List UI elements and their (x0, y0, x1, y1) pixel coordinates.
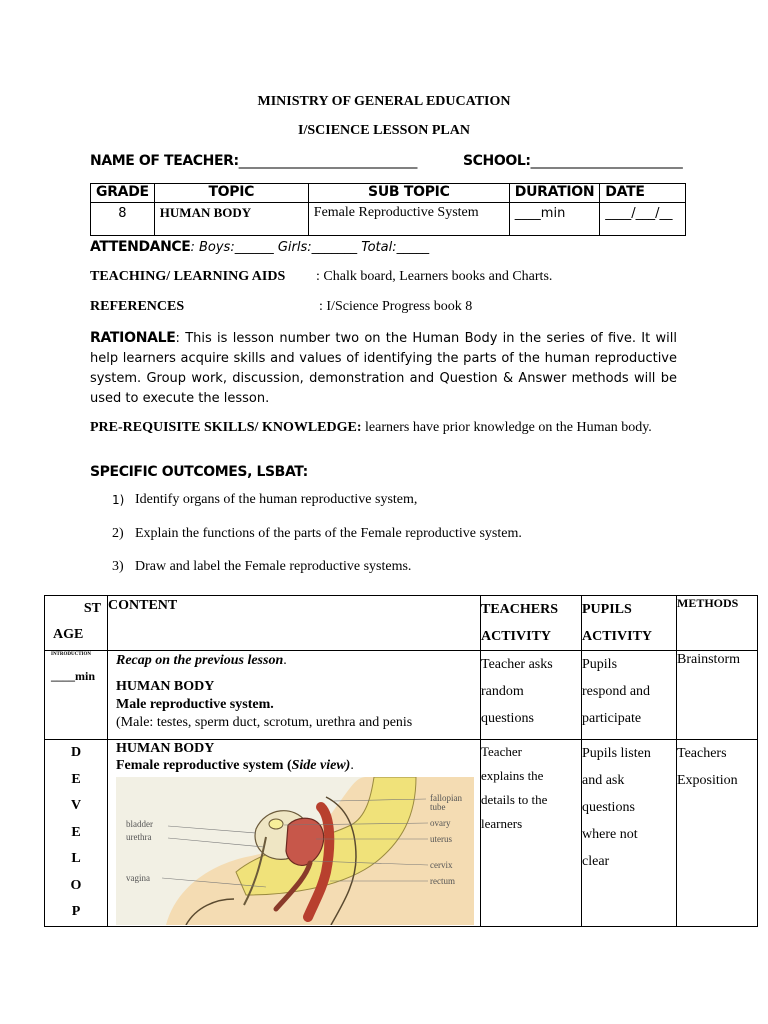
stage-letter: D (70, 745, 82, 760)
ovary-shape (269, 819, 283, 829)
stage-letter: E (71, 771, 81, 787)
intro-method-cell (677, 651, 758, 740)
pupils-activity-header (582, 596, 677, 651)
development-pupils-cell (582, 740, 677, 927)
stage-header (45, 596, 108, 651)
stage-letter: P (71, 904, 81, 919)
info-header-subtopic: SUB TOPIC (308, 184, 509, 203)
intro-teacher-cell (481, 651, 582, 740)
rationale-label: RATIONALE (90, 330, 176, 346)
label-uterus: uterus (430, 834, 452, 844)
intro-detail: (Male: testes, sperm duct, scrotum, urethra and penis (116, 715, 413, 730)
development-content-cell (108, 740, 481, 927)
development-subtitle-end: . (350, 758, 354, 773)
content-header-label: CONTENT (108, 598, 178, 613)
development-subtitle-text: Female reproductive system ( (116, 758, 292, 773)
development-stage-cell (45, 740, 108, 927)
info-value-row (91, 203, 686, 236)
development-method-line: Exposition (677, 773, 738, 788)
intro-stage-label: INTRODUCTION (51, 652, 92, 657)
attendance-label: ATTENDANCE (90, 239, 191, 255)
stage-letter: O (70, 877, 82, 893)
label-fallopian: fallopian (430, 793, 462, 803)
intro-pupils-cell (582, 651, 677, 740)
outcome-number: 2) (112, 525, 124, 541)
info-header-grade: GRADE (91, 184, 155, 203)
outcome-item (90, 559, 522, 593)
development-method-line: Teachers (677, 746, 727, 761)
teaching-aids-line (90, 269, 285, 285)
development-row (45, 740, 758, 927)
intro-stage-cell (45, 651, 108, 740)
development-subtitle (116, 757, 480, 775)
outcome-text: Explain the functions of the parts of the Female reproductive system. (135, 525, 522, 541)
intro-recap (116, 652, 480, 670)
label-vagina: vagina (126, 873, 150, 883)
prerequisite-paragraph (90, 418, 677, 437)
label-tube: tube (430, 802, 446, 812)
prerequisite-label: PRE-REQUISITE SKILLS/ KNOWLEDGE: (90, 420, 362, 435)
development-title: HUMAN BODY (116, 741, 215, 756)
intro-teacher-line: Teacher asks (481, 657, 553, 672)
attendance-fields: : Boys:______ Girls:_______ Total:_____ (190, 240, 430, 255)
female-reproductive-diagram (116, 777, 474, 925)
stage-letter: V (70, 798, 82, 813)
intro-subtitle: Male reproductive system. (116, 697, 274, 712)
duration-value: ____min (509, 203, 600, 236)
development-pupils-line: and ask (582, 773, 625, 788)
info-header-topic: TOPIC (154, 184, 308, 203)
intro-method: Brainstorm (677, 652, 740, 667)
label-cervix: cervix (430, 860, 453, 870)
school-label: SCHOOL: (463, 153, 531, 169)
intro-title: HUMAN BODY (116, 679, 215, 694)
teacher-blank: ___________________________ (238, 153, 417, 169)
intro-pupils-line: respond and (582, 684, 651, 699)
intro-pupils-line: Pupils (582, 657, 618, 672)
references-value: : I/Science Progress book 8 (319, 299, 473, 314)
lesson-info-table (90, 183, 686, 236)
development-teacher-cell (481, 740, 582, 927)
development-pupils-line: clear (582, 854, 610, 869)
prerequisite-text: learners have prior knowledge on the Human body. (361, 420, 652, 435)
school-line (463, 153, 682, 169)
outcomes-list (90, 492, 522, 593)
info-header-date: DATE (600, 184, 686, 203)
outcome-number: 3) (112, 559, 124, 574)
info-header-row (91, 184, 686, 203)
outcome-text: Draw and label the Female reproductive systems. (135, 559, 412, 574)
topic-value: HUMAN BODY (154, 203, 308, 236)
content-header (108, 596, 481, 651)
intro-recap-text: Recap on the previous lesson (116, 653, 284, 668)
development-teacher-line: Teacher (481, 744, 522, 759)
methods-header-label: METHODS (677, 596, 739, 610)
stage-header-top: ST (83, 601, 101, 616)
teachers-activity-header (481, 596, 582, 651)
stage-letter: E (71, 824, 81, 840)
lesson-plan-title: I/SCIENCE LESSON PLAN (298, 123, 470, 138)
rationale-paragraph (90, 328, 677, 409)
intro-recap-end: . (283, 653, 287, 668)
teachers-header-bottom: ACTIVITY (481, 629, 552, 644)
development-side-view: Side view) (291, 758, 351, 773)
lesson-steps-table (44, 595, 758, 927)
label-bladder: bladder (126, 819, 153, 829)
teacher-label: NAME OF TEACHER: (90, 153, 239, 169)
references-label: REFERENCES (90, 299, 185, 314)
attendance-line (90, 239, 429, 255)
outcome-item (90, 492, 522, 526)
intro-teacher-line: questions (481, 711, 534, 726)
intro-pupils-line: participate (582, 711, 642, 726)
teaching-aids-text: : Chalk board, Learners books and Charts. (316, 269, 553, 284)
methods-header (677, 596, 758, 651)
stage-letter: L (71, 851, 81, 866)
intro-teacher-line: random (481, 684, 524, 699)
school-blank: _______________________ (530, 153, 683, 169)
rationale-text: : This is lesson number two on the Human Body in the series of five. It will help learners acquire skills and values of identifying the parts of the human reproductive system. Group work, discussion, demonstration and Question & Answer methods will be used to execute the lesson. (90, 331, 677, 406)
intro-content-cell (108, 651, 481, 740)
label-urethra: urethra (126, 832, 152, 842)
lesson-header-row (45, 596, 758, 651)
subtopic-value: Female Reproductive System (308, 203, 509, 236)
grade-value: 8 (91, 203, 155, 236)
outcome-item (90, 526, 522, 560)
teaching-aids-value (316, 269, 552, 285)
outcome-number: 1) (112, 493, 125, 507)
development-teacher-line: explains the (481, 768, 544, 783)
label-ovary: ovary (430, 818, 451, 828)
intro-time: ____min (51, 669, 96, 683)
teachers-header-top: TEACHERS (481, 602, 559, 617)
pupils-header-bottom: ACTIVITY (582, 629, 653, 644)
date-value: ____/___/__ (600, 203, 686, 236)
development-pupils-line: where not (582, 827, 638, 842)
development-pupils-line: questions (582, 800, 635, 815)
development-method-cell (677, 740, 758, 927)
outcomes-label: SPECIFIC OUTCOMES, LSBAT: (90, 464, 308, 480)
development-teacher-line: details to the (481, 792, 548, 807)
outcome-text: Identify organs of the human reproductive system, (135, 492, 418, 507)
info-header-duration: DURATION (509, 184, 600, 203)
teaching-aids-label: TEACHING/ LEARNING AIDS (90, 269, 286, 284)
introduction-row (45, 651, 758, 740)
development-pupils-line: Pupils listen (582, 746, 651, 761)
stage-header-bottom: AGE (53, 627, 84, 642)
teacher-name-line (90, 153, 417, 169)
label-rectum: rectum (430, 876, 455, 886)
development-teacher-line: learners (481, 816, 523, 831)
pupils-header-top: PUPILS (582, 602, 632, 617)
ministry-title: MINISTRY OF GENERAL EDUCATION (257, 94, 511, 109)
